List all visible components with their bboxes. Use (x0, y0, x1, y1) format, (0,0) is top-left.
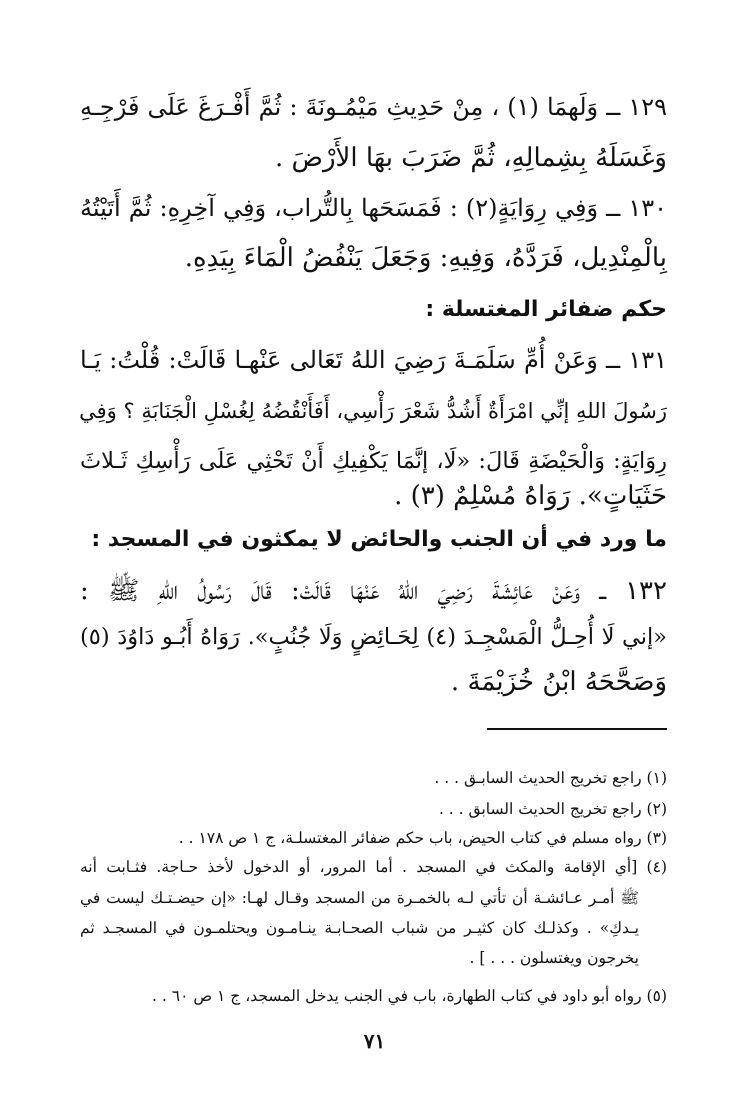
footnote-2: (٢) راجع تخريج الحديث السابق . . . (438, 800, 667, 818)
hadith-129-line-1: ١٢٩ ــ وَلَهمَا (١) ، مِنْ حَدِيثِ مَيْمُـونَةَ : ثُمَّ أَفْـرَغَ عَلَى فَرْجِـهِ (80, 93, 667, 121)
hadith-131-line-1: ١٣١ ــ وَعَنْ أُمِّ سَلَمَـةَ رَضِيَ اللهُ تَعَالى عَنْهـا قَالَتْ: قُلْتُ: يَـا (80, 346, 667, 374)
hadith-132-line-1: ١٣٢ ــ وَعَنْ عَائِشَةَ رَضِيَ اللهُ عَنْهَا قَالَتْ: قَالَ رَسُولُ اللهِ ﷺ : (80, 576, 667, 606)
hadith-130-line-2: بِالْمِنْدِيل، فَرَدَّهُ، وَفِيهِ: وَجَعَلَ يَنْفُضُ الْمَاءَ بِيَدِهِ. (184, 243, 667, 273)
hadith-129-line-2: وَغَسَلَهُ بِشِمالِهِ، ثُمَّ ضَرَبَ بهَا الأَرْضَ . (274, 143, 667, 173)
footnote-separator (487, 728, 667, 730)
hadith-131-line-4: حَثَيَاتٍ». رَوَاهُ مُسْلِمٌ (٣) . (394, 481, 667, 511)
hadith-132-line-2: «إني لَا أُحِـلُّ الْمَسْجِـدَ (٤) لِحَـائِضٍ وَلَا جُنُبٍ». رَوَاهُ أَبُـو دَاوُدَ (٥) (80, 624, 668, 650)
hadith-132-line-3: وَصَحَّحَهُ ابْنُ خُزَيْمَةَ . (450, 667, 667, 697)
hadith-131-line-3: رِوَايَةٍ: وَالْحَيْضَةِ قَالَ: «لَا، إنَّمَا يَكْفِيكِ أَنْ تَحْثِي عَلَى رَأْسِكِ ثَـلاثَ (80, 448, 667, 474)
footnote-3: (٣) رواه مسلم في كتاب الحيض، باب حكم ضفائر المغتسلـة، ج ١ ص ١٧٨ . . (178, 829, 667, 847)
hadith-131-line-2: رَسُولَ اللهِ إنِّي امْرَأَةٌ أَشُدُّ شَعْرَ رَأْسِي، أَفَأَنْقُضُهُ لِغُسْلِ الْجَنَابَةِ ؟ وَفِي (79, 399, 667, 423)
footnote-4-line-4: يخرجون ويغتسلون . . . ] . (469, 949, 639, 967)
page-number: ٧١ (363, 1029, 386, 1053)
footnote-5: (٥) رواه أبو داود في كتاب الطهارة، باب في الجنب يدخل المسجد، ج ١ ص ٦٠ . . (152, 987, 667, 1005)
footnote-4-line-2: ﷺ أمـر عـائشـة أن تأتي لـه بالخمـرة من المسجد وقـال لهـا: «إن حيضـتـك ليست في (80, 889, 639, 907)
hadith-130-line-1: ١٣٠ ــ وَفِي رِوَايَةٍ(٢) : فَمَسَحَها بِالتُّراب، وَفِي آخِرِهِ: ثُمَّ أَتَيْتُهُ (80, 194, 667, 222)
section-heading-mosque: ما ورد في أن الجنب والحائض لا يمكثون في المسجد : (91, 527, 667, 552)
footnote-1: (١) راجع تخريج الحديث السابـق . . . (434, 769, 667, 787)
section-heading-braids: حكم ضفائر المغتسلة : (425, 297, 667, 322)
footnote-4-line-1: (٤) [أي الإقامة والمكث في المسجد . أما المرور، أو الدخول لأخذ حـاجة. فثـابت أنه (80, 858, 667, 876)
footnote-4-line-3: يـدكِ» . وكذلـك كان كثيـر من شباب الصحـابـة ينـامـون ويحتلمـون في المسجـد ثم (80, 919, 639, 937)
